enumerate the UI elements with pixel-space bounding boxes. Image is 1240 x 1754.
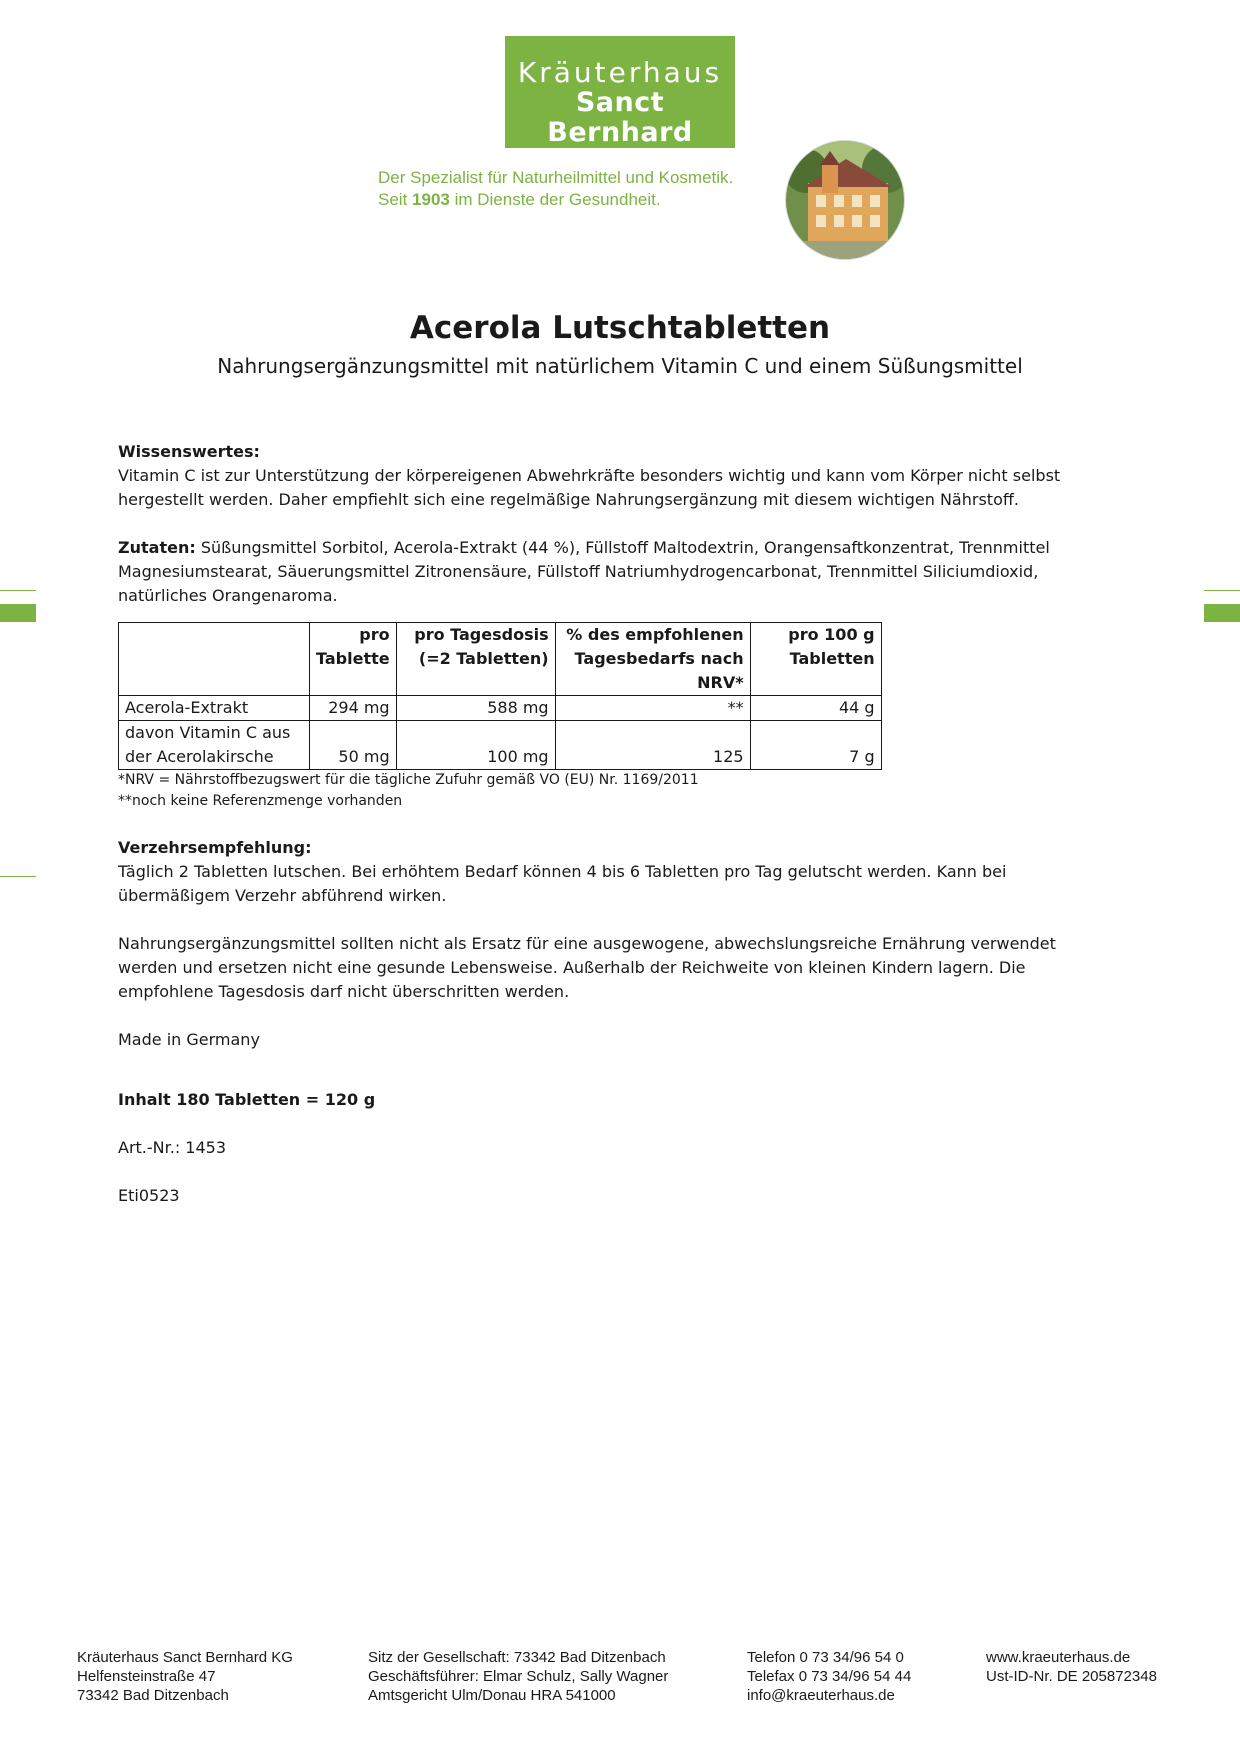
footer-text: Sitz der Gesellschaft: 73342 Bad Ditzenbach bbox=[368, 1649, 666, 1666]
header-text: pro bbox=[359, 625, 390, 644]
table-header-cell bbox=[396, 623, 555, 696]
header-text: (=2 Tabletten) bbox=[418, 649, 549, 668]
header-text: Tagesbedarfs nach bbox=[574, 649, 744, 668]
footer-phone: Telefon 0 73 34/96 54 0 bbox=[747, 1649, 904, 1666]
table-cell-name bbox=[119, 721, 310, 770]
footnote-reference: **noch keine Referenzmenge vorhanden bbox=[118, 793, 403, 809]
table-cell: 7 g bbox=[750, 721, 881, 770]
footer-text: 73342 Bad Ditzenbach bbox=[77, 1687, 229, 1704]
footer-text: Geschäftsführer: Elmar Schulz, Sally Wagner bbox=[368, 1668, 669, 1685]
tagline-line1: Der Spezialist für Naturheilmittel und Kosmetik. bbox=[378, 168, 734, 187]
hinweis-line: werden und ersetzen nicht eine gesunde Lebensweise. Außerhalb der Reichweite von kleinen Kindern lagern. Die bbox=[118, 958, 1026, 977]
house-photo bbox=[785, 140, 905, 260]
fold-line-left-bottom bbox=[0, 876, 36, 877]
footer-vat-id: Ust-ID-Nr. DE 205872348 bbox=[986, 1668, 1157, 1685]
fold-mark-left bbox=[0, 604, 36, 622]
footer-company bbox=[77, 1648, 293, 1705]
tagline-pre: Seit bbox=[378, 190, 413, 209]
footer-web bbox=[986, 1648, 1157, 1686]
logo-line1: Kräuterhaus bbox=[517, 56, 723, 89]
fold-mark-right bbox=[1204, 604, 1240, 622]
hinweis-line: Nahrungsergänzungsmittel sollten nicht als Ersatz für eine ausgewogene, abwechslungsreiche Ernährung verwendet bbox=[118, 934, 1056, 953]
header-text: Tablette bbox=[316, 649, 390, 668]
footnote-nrv: *NRV = Nährstoffbezugswert für die tägliche Zufuhr gemäß VO (EU) Nr. 1169/2011 bbox=[118, 772, 699, 788]
table-cell: 588 mg bbox=[396, 696, 555, 721]
zutaten-label: Zutaten: bbox=[118, 538, 196, 557]
table-cell: 100 mg bbox=[396, 721, 555, 770]
table-row bbox=[119, 696, 882, 721]
table-cell-name: Acerola-Extrakt bbox=[119, 696, 310, 721]
table-row bbox=[119, 721, 882, 770]
table-cell: 44 g bbox=[750, 696, 881, 721]
footer-legal bbox=[368, 1648, 668, 1705]
fold-line-right-top bbox=[1204, 590, 1240, 591]
footer-text: Helfensteinstraße 47 bbox=[77, 1668, 216, 1685]
content-amount: Inhalt 180 Tabletten = 120 g bbox=[118, 1090, 376, 1109]
header-text: Tabletten bbox=[789, 649, 875, 668]
header-text: pro Tagesdosis bbox=[414, 625, 549, 644]
wissen-label: Wissenswertes: bbox=[118, 442, 260, 461]
label-code: Eti0523 bbox=[118, 1186, 180, 1205]
table-cell: 125 bbox=[555, 721, 750, 770]
zutaten-line: Süßungsmittel Sorbitol, Acerola-Extrakt (44 %), Füllstoff Maltodextrin, Orangensaftkonzentrat, Trennmittel bbox=[195, 538, 1050, 557]
zutaten-line: Magnesiumstearat, Säuerungsmittel Zitronensäure, Füllstoff Natriumhydrogencarbonat, Trennmittel Siliciumdioxid, bbox=[118, 562, 1039, 581]
header-text: % des empfohlenen bbox=[566, 625, 744, 644]
tagline-post: im Dienste der Gesundheit. bbox=[449, 190, 661, 209]
logo-line2: Sanct Bernhard bbox=[547, 87, 693, 148]
footer-email-link[interactable]: info@kraeuterhaus.de bbox=[747, 1687, 895, 1704]
row-name-line: davon Vitamin C aus bbox=[125, 723, 291, 742]
tagline bbox=[378, 167, 733, 211]
house-illustration bbox=[786, 141, 904, 259]
zutaten-line: natürliches Orangenaroma. bbox=[118, 586, 338, 605]
table-header-cell bbox=[555, 623, 750, 696]
table-header-row bbox=[119, 623, 882, 696]
verzehr-label: Verzehrsempfehlung: bbox=[118, 838, 312, 857]
table-header-cell bbox=[750, 623, 881, 696]
footer-contact bbox=[747, 1648, 911, 1705]
tagline-year: 1903 bbox=[412, 190, 450, 209]
table-cell: 294 mg bbox=[310, 696, 397, 721]
product-title: Acerola Lutschtabletten bbox=[409, 310, 831, 346]
footer-text: Kräuterhaus Sanct Bernhard KG bbox=[77, 1649, 293, 1666]
header-text: pro 100 g bbox=[788, 625, 875, 644]
product-subtitle: Nahrungsergänzungsmittel mit natürlichem Vitamin C und einem Süßungsmittel bbox=[217, 354, 1023, 378]
verzehr-line: übermäßigem Verzehr abführend wirken. bbox=[118, 886, 447, 905]
brand-logo bbox=[505, 36, 735, 148]
article-number: Art.-Nr.: 1453 bbox=[118, 1138, 227, 1157]
header-text: NRV* bbox=[697, 673, 744, 692]
footer-fax: Telefax 0 73 34/96 54 44 bbox=[747, 1668, 912, 1685]
row-name-line: der Acerolakirsche bbox=[125, 747, 274, 766]
table-header-cell bbox=[310, 623, 397, 696]
nutrition-table bbox=[118, 622, 882, 770]
table-header-cell bbox=[119, 623, 310, 696]
footer-website-link[interactable]: www.kraeuterhaus.de bbox=[986, 1649, 1131, 1666]
zutaten-paragraph bbox=[118, 536, 1078, 560]
fold-line-left-top bbox=[0, 590, 36, 591]
table-cell: ** bbox=[555, 696, 750, 721]
table-cell: 50 mg bbox=[310, 721, 397, 770]
footer-text: Amtsgericht Ulm/Donau HRA 541000 bbox=[368, 1687, 616, 1704]
wissen-line: Vitamin C ist zur Unterstützung der körpereigenen Abwehrkräfte besonders wichtig und kann vom Körper nicht selbst bbox=[118, 466, 1061, 485]
wissen-line: hergestellt werden. Daher empfiehlt sich eine regelmäßige Nahrungsergänzung mit diesem wichtigen Nährstoff. bbox=[118, 490, 1019, 509]
tagline-line2 bbox=[378, 189, 733, 211]
hinweis-line: empfohlene Tagesdosis darf nicht überschritten werden. bbox=[118, 982, 570, 1001]
label-content bbox=[118, 440, 1078, 1208]
verzehr-line: Täglich 2 Tabletten lutschen. Bei erhöhtem Bedarf können 4 bis 6 Tabletten pro Tag gelutscht werden. Kann bei bbox=[118, 862, 1007, 881]
made-in: Made in Germany bbox=[118, 1030, 260, 1049]
